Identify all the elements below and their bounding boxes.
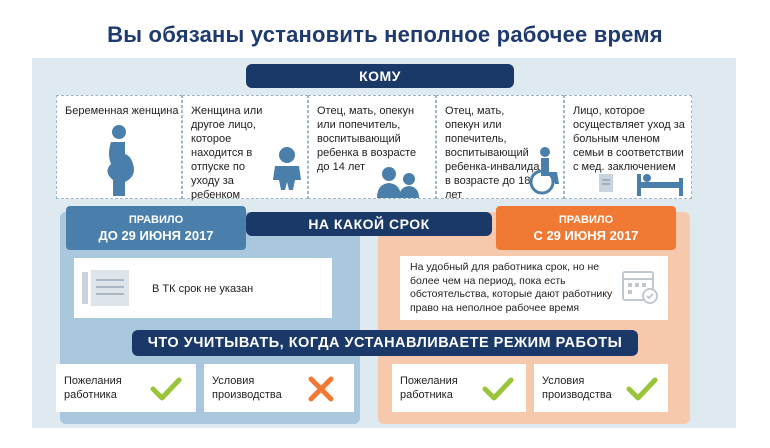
who-card-text: Отец, мать, опекун или попечитель, воспитывающий ребенка в возрасте до 14 лет — [317, 105, 417, 173]
page-title: Вы обязаны установить неполное рабочее время — [107, 22, 663, 47]
rule-before-term-card — [74, 258, 332, 318]
after-wishes-label: Пожелания работника — [400, 375, 458, 401]
who-card-text: Лицо, которое осуществляет уход за больным членом семьи в соответствии с мед. заключением — [573, 105, 685, 173]
check-icon — [150, 376, 182, 402]
parent-child-icon — [375, 166, 421, 198]
rule-before-date: ДО 29 ИЮНЯ 2017 — [98, 228, 214, 243]
rule-after-label: ПРАВИЛО — [558, 214, 614, 226]
rule-after-term-card — [400, 256, 668, 320]
after-conditions-card — [534, 364, 668, 412]
sick-bed-icon — [597, 172, 687, 196]
who-card-disabled-child — [436, 95, 564, 199]
before-conditions-label: Условия производства — [212, 375, 282, 401]
check-icon — [482, 376, 514, 402]
document-icon — [82, 270, 130, 306]
wheelchair-icon — [527, 146, 563, 196]
after-wishes-card — [392, 364, 526, 412]
calendar-icon — [622, 268, 658, 304]
who-card-family-care — [564, 95, 692, 199]
before-wishes-card — [56, 364, 196, 412]
rule-before-label: ПРАВИЛО — [128, 214, 184, 226]
baby-icon — [269, 146, 305, 190]
before-conditions-card — [204, 364, 354, 412]
who-card-pregnant — [56, 95, 182, 199]
who-card-text: Беременная женщина — [65, 105, 179, 117]
who-card-child-14 — [308, 95, 436, 199]
consider-header: ЧТО УЧИТЫВАТЬ, КОГДА УСТАНАВЛИВАЕТЕ РЕЖИМ РАБОТЫ — [132, 330, 638, 356]
check-icon — [626, 376, 658, 402]
pregnant-woman-icon — [97, 124, 141, 196]
who-card-text: Женщина или другое лицо, которое находится в отпуске по уходу за ребенком — [191, 105, 263, 201]
rule-after-date: С 29 ИЮНЯ 2017 — [533, 228, 639, 243]
who-header: КОМУ — [246, 64, 514, 88]
rule-before-term-text: В ТК срок не указан — [152, 283, 254, 295]
rule-before-badge — [66, 206, 246, 250]
rule-after-badge — [496, 206, 676, 250]
who-card-text: Отец, мать, опекун или попечитель, воспитывающий ребенка-инвалида в возрасте до 18 лет — [445, 105, 540, 201]
term-header: НА КАКОЙ СРОК — [246, 212, 492, 236]
who-card-parental-leave — [182, 95, 308, 199]
before-wishes-label: Пожелания работника — [64, 375, 122, 401]
cross-icon — [308, 376, 334, 402]
rule-after-term-text: На удобный для работника срок, но не более чем на период, пока есть обстоятельства, которые дают работнику право на неполное рабочее время — [410, 261, 613, 314]
after-conditions-label: Условия производства — [542, 375, 612, 401]
